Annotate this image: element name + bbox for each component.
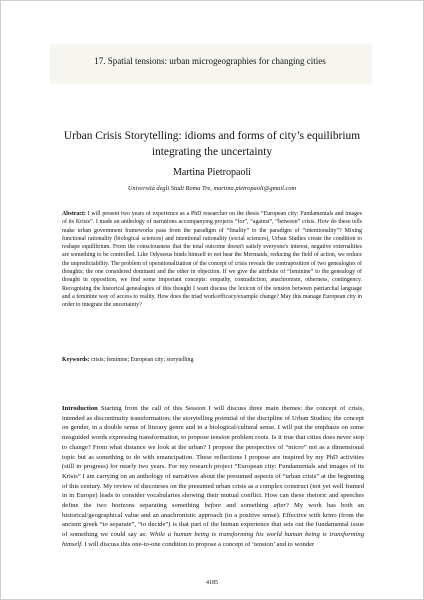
abstract — [62, 210, 362, 310]
intro-text-2: ? My work has both an historical/geographical value and an anachronistic approach (in a positive sense). Effective with krino (from the ancient greek “to separate”, “to decide”) is that part of the human experience that sets out the fundamental issue of something we could say as: — [62, 502, 364, 539]
introduction-label: Introduction — [62, 405, 98, 412]
abstract-label: Abstract: — [62, 211, 86, 217]
intro-text-3: I will discuss this one-to-one condition to propose a concept of ‘tension’ and to wonder — [82, 540, 315, 548]
author-name: Martina Pietropaoli — [172, 167, 252, 178]
intro-after: after — [273, 502, 286, 510]
section-title: 17. Spatial tensions: urban microgeographies for changing cities — [94, 56, 326, 66]
paper-title: Urban Crisis Storytelling: idioms and forms of city’s equilibrium integrating the uncertainty — [63, 130, 361, 158]
intro-quote: While a human being is transforming his world human being is transforming himself. — [62, 531, 364, 548]
intro-text-1: Starting from the call of this Session I will discuss three main themes: the concept of crisis, intended as discontinuity transformation; the storytelling potential of the discipline of Urban Studies; the concept on gender, in a double sense of literary genre and in a biological/cultural sense. I will put the emphasis on some misguided words expressing transformation, to propose tension problem roots. Is it true that cities does never stop to change? From what distance we look at the urban? I propose the perspective of “micro” not as a dimensional topic but as something to do with emancipation. These reflections I propose are inspired by my PhD activities (still in progress) for nearly two years. For my research project “European city: Fundamentals and images of its Krisis” I am carrying on an anthology of narratives about the presumed aspects of “urban crisis” at the beginning of this century. My review of discourses on the presumed urban crisis as a complex construct (not yet well framed in in Europe) leads to consider vocabularies showing their mutual conflict. How can these rhetoric and speeches define the two horizons separating something — [62, 405, 364, 510]
keywords — [62, 357, 362, 363]
keywords-label: Keywords: — [62, 357, 90, 363]
author-affiliation: Università degli Studi Roma Tre, martina.pietropaoli@gmail.com — [127, 185, 297, 192]
intro-and: and something — [221, 502, 274, 510]
keywords-text: crisis; feminine; European city; storytelling — [90, 357, 194, 363]
page-number: 4185 — [206, 580, 218, 586]
introduction-paragraph — [62, 404, 364, 550]
intro-before: before — [204, 502, 222, 510]
abstract-text: I will present two years of experience as a PhD researcher on the thesis “European city: Fundamentals and images of its Krisis”. I made an anthology of narrations accompanying projects “for”, “against”, “between” crisis. How do these tells make urban government frameworks pass from the paradigm of “finality” to the paradigm of “intentionality”? Mixing functional rationality (biological sciences) and intentional rationality (social sciences), Urban Studies create the condition to reshape equilibrium. From the consciousness that the total outcome doesn't satisfy everyone's interest, negative externalities are something to be controlled. Like Odysseus binds himself to not hear the Mermaids, reducing the field of action, we reduce the unpredictability. The problem of operationalization of the concept of crisis reveals the contraposition of two genealogies of thoughts; the one considered dominant and the other in objection. If we give the attribute of “feminine” to the genealogy of thought in opposition, we find some important concepts: empathy, contradiction, anachronism, otherness, contingency. Recognising the historical genealogies of this thought I want discuss the lexicon of the tension between patriarchal language and a feminine way of access to reality. How does the triad work/efficacy/example change? May this manage European city in order to integrate the uncertainty? — [62, 211, 362, 309]
